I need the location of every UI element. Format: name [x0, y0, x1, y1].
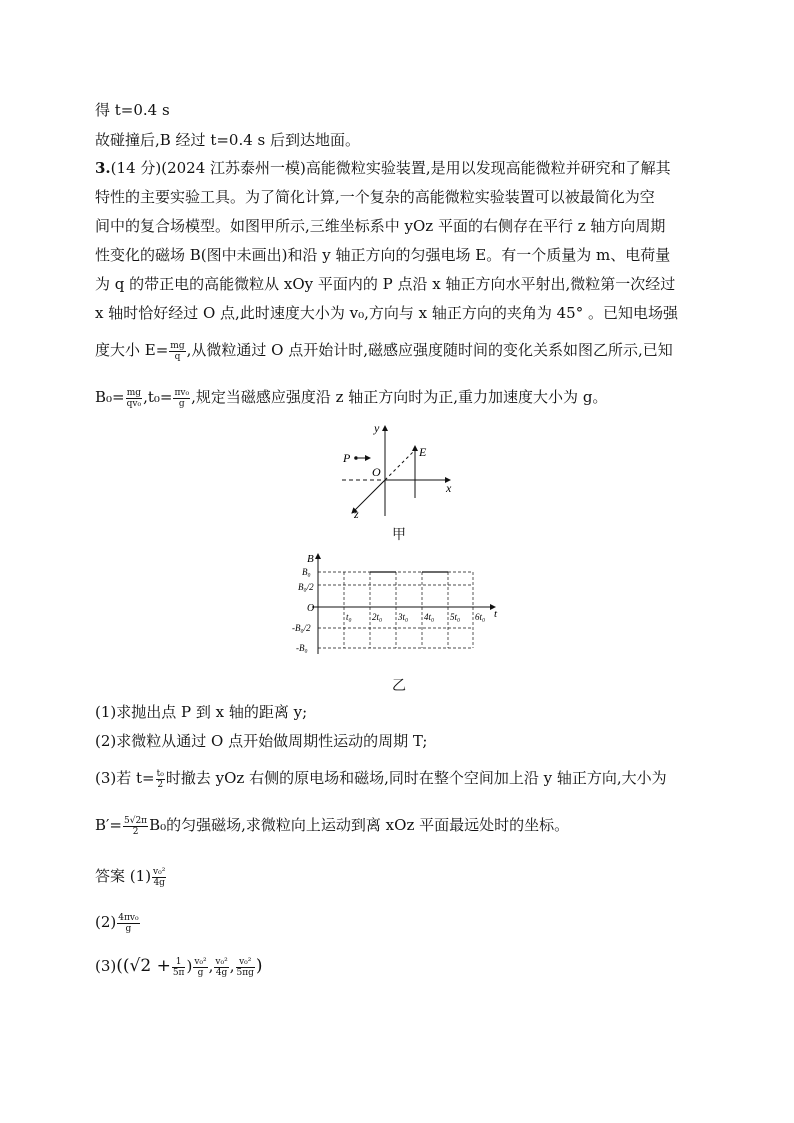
answer-label: 答案	[95, 867, 126, 885]
ytick-origin: O	[307, 603, 315, 614]
problem-line-4: 性变化的磁场 B(图中未画出)和沿 y 轴正方向的匀强电场 E。有一个质量为 m、电荷量	[95, 246, 671, 264]
denominator: 2	[132, 826, 139, 837]
answer-3: (3)((√2 + $\frac{1}{5\pi}$ ) $\frac{\text{v₀²}}{g}$ , $\frac{\text{v₀²}}{4g}$ , $\frac{\text{v₀²}}{5\pi g}$ )	[95, 956, 263, 978]
denominator: 5πg	[236, 967, 254, 978]
fraction-t0-half	[156, 769, 165, 790]
prev-line-2: 故碰撞后,B 经过 t=0.4 s 后到达地面。	[95, 131, 361, 149]
text: )	[186, 957, 193, 975]
numerator: 4πv₀	[118, 912, 139, 923]
fraction-answer-2	[117, 913, 139, 934]
numerator: v₀²	[194, 956, 207, 967]
text: (1)	[129, 867, 152, 885]
xtick-4t0: 4t₀	[424, 612, 435, 622]
answer-1	[95, 866, 167, 888]
answer-2	[95, 912, 141, 934]
fraction-t0	[173, 388, 190, 409]
fraction-b0	[126, 388, 142, 409]
problem-line-2: 特性的主要实验工具。为了简化计算,一个复杂的高能微粒实验装置可以被最简化为空	[95, 188, 655, 206]
text: (3)	[95, 957, 117, 975]
point-p	[354, 456, 358, 460]
fraction-1-5pi	[172, 957, 186, 978]
prev-line-1: 得 t=0.4 s	[95, 101, 170, 119]
numerator: mg	[170, 340, 185, 351]
xtick-6t0: 6t₀	[475, 612, 486, 622]
problem-line-7	[95, 340, 673, 362]
label-e: E	[419, 445, 427, 459]
ytick-b0-half: B₀/2	[298, 582, 314, 592]
numerator: 5√2π	[124, 815, 148, 826]
fraction-answer-1	[152, 867, 166, 888]
text: )	[255, 956, 263, 976]
problem-line-3: 间中的复合场模型。如图甲所示,三维坐标系中 yOz 平面的右侧存在平行 z 轴方向周期	[95, 217, 666, 235]
label-o: O	[372, 465, 381, 479]
text: ,t₀=	[143, 388, 173, 406]
xtick-5t0: 5t₀	[450, 612, 461, 622]
xtick-3t0: 3t₀	[398, 612, 409, 622]
question-3-line-2	[95, 815, 569, 837]
label-t: t	[494, 608, 498, 620]
numerator: v₀²	[215, 956, 228, 967]
text: B′=	[95, 816, 122, 834]
label-y: y	[374, 421, 380, 435]
label-z: z	[354, 507, 359, 521]
numerator: v₀²	[236, 957, 255, 968]
label-b: B	[307, 553, 314, 565]
denominator: g	[178, 398, 185, 409]
ytick-b0: B₀	[302, 567, 311, 577]
text: B₀=	[95, 388, 125, 406]
text: ,规定当磁感应强度沿 z 轴正方向时为正,重力加速度大小为 g。	[191, 388, 608, 406]
problem-line-8	[95, 387, 607, 409]
figure-1-caption: 甲	[392, 527, 406, 543]
denominator: g	[197, 967, 204, 978]
question-2: (2)求微粒从通过 O 点开始做周期性运动的周期 T;	[95, 732, 428, 750]
denominator: 4g	[215, 967, 228, 978]
xtick-t0: t₀	[346, 612, 352, 622]
fraction-v0sq-4g	[214, 957, 228, 978]
denominator: qv₀	[126, 398, 142, 409]
problem-line-5: 为 q 的带正电的高能微粒从 xOy 平面内的 P 点沿 x 轴正方向水平射出,微粒第一次经过	[95, 275, 676, 293]
label-p: P	[343, 451, 351, 465]
text: ((√2 +	[116, 956, 171, 976]
fraction-v0sq-g	[193, 957, 207, 978]
question-1: (1)求抛出点 P 到 x 轴的距离 y;	[95, 703, 308, 721]
text: 时撤去 yOz 右侧的原电场和磁场,同时在整个空间加上沿 y 轴正方向,大小为	[165, 769, 667, 787]
fraction-v0sq-5pig	[236, 957, 255, 978]
numerator: πv₀	[174, 387, 190, 398]
denominator: q	[174, 351, 181, 362]
figure-2-caption: 乙	[392, 678, 406, 694]
numerator: 1	[172, 957, 186, 968]
problem-number: 3.	[95, 159, 111, 177]
text: B₀的匀强磁场,求微粒向上运动到离 xOz 平面最远处时的坐标。	[149, 816, 570, 834]
denominator: g	[125, 923, 132, 934]
text: (3)若 t=	[95, 769, 155, 787]
text: ,从微粒通过 O 点开始计时,磁感应强度随时间的变化关系如图乙所示,已知	[186, 341, 673, 359]
xtick-2t0: 2t₀	[372, 612, 383, 622]
text: (2)	[95, 913, 117, 931]
figure-b-t-graph	[290, 548, 505, 660]
diagonal-dashed	[385, 450, 415, 480]
denominator: 2	[157, 779, 164, 790]
problem-line-1	[95, 158, 671, 178]
ytick-neg-b0-half: -B₀/2	[292, 623, 311, 633]
numerator: mg	[126, 387, 141, 398]
numerator: v₀²	[153, 866, 166, 877]
problem-line-6: x 轴时恰好经过 O 点,此时速度大小为 v₀,方向与 x 轴正方向的夹角为 45° 。已知电场强	[95, 304, 678, 322]
ytick-neg-b0: -B₀	[296, 643, 308, 653]
figure-coordinate-system	[330, 418, 470, 523]
problem-score-source: (14 分)(2024 江苏泰州一模)	[110, 159, 306, 177]
numerator: t₀	[156, 768, 164, 779]
fraction-mg-q	[169, 341, 185, 362]
label-x: x	[446, 481, 452, 495]
question-3-line-1	[95, 768, 667, 790]
text: 度大小 E=	[95, 341, 169, 359]
denominator: 4g	[153, 877, 165, 888]
problem-text: 高能微粒实验装置,是用以发现高能微粒并研究和了解其	[305, 159, 671, 177]
fraction-b-prime	[123, 816, 148, 837]
denominator: 5π	[172, 967, 185, 978]
